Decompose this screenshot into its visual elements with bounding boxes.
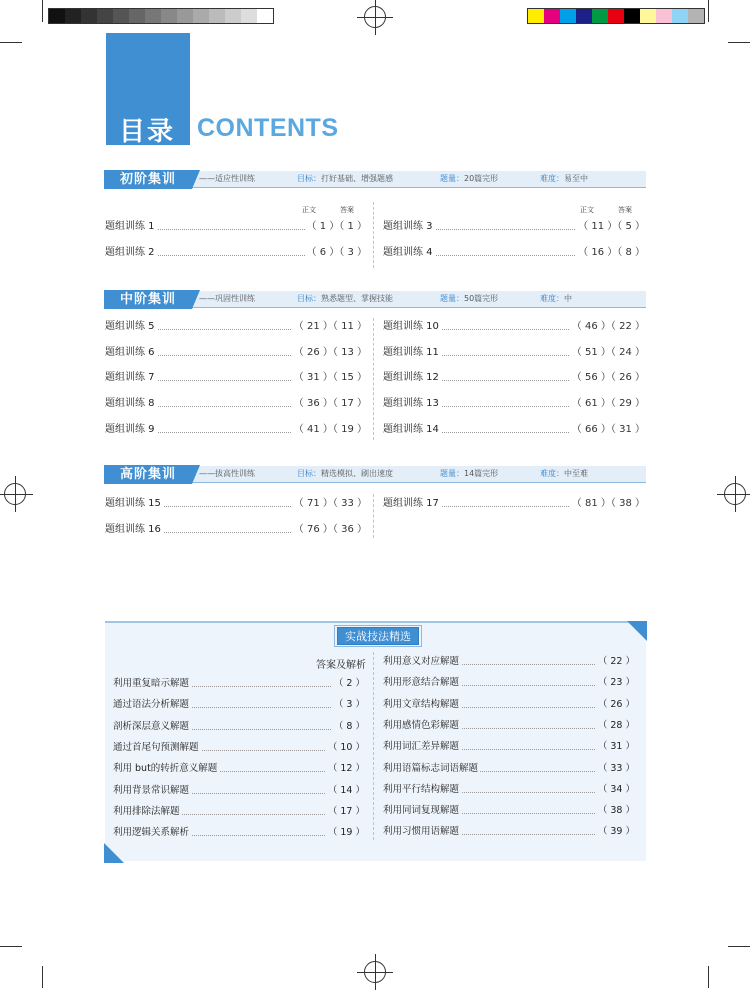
skill-entry-title: 利用同词复现解题 bbox=[383, 805, 460, 817]
crop-mark bbox=[728, 42, 750, 43]
section-subtitle: ——拔高性训练 bbox=[199, 469, 255, 478]
text-page: 1 bbox=[319, 221, 327, 232]
toc-entry-title: 题组训练 16 bbox=[105, 523, 161, 535]
text-page: 31 bbox=[306, 372, 320, 384]
section-label: 初阶集训 bbox=[104, 170, 192, 189]
skill-entry-page: （ 33 ） bbox=[597, 762, 635, 774]
skill-entry[interactable] bbox=[383, 804, 635, 818]
text-page: 76 bbox=[306, 523, 320, 535]
column-head-answer: 答案 bbox=[618, 206, 632, 214]
text-page: 61 bbox=[584, 398, 598, 410]
toc-entry-pages: （ 56 ）（ 26 ） bbox=[571, 372, 645, 384]
column-divider bbox=[373, 494, 374, 538]
section-count: 题量：14篇完形 bbox=[440, 469, 499, 478]
toc-entry[interactable] bbox=[383, 423, 645, 437]
skill-entry-title: 利用平行结构解题 bbox=[383, 783, 460, 795]
text-page: 16 bbox=[591, 246, 605, 258]
skill-entry-title: 利用 but的转折意义解题 bbox=[113, 763, 218, 775]
skill-entry[interactable] bbox=[113, 698, 365, 712]
toc-entry-pages: （ 31 ）（ 15 ） bbox=[293, 372, 367, 384]
color-bar bbox=[527, 8, 705, 24]
skill-entry-page: （ 10 ） bbox=[327, 741, 365, 753]
crop-mark bbox=[0, 42, 22, 43]
grayscale-bar bbox=[48, 8, 274, 24]
toc-entry[interactable] bbox=[383, 397, 645, 411]
skill-entry-title: 利用形意结合解题 bbox=[383, 677, 460, 689]
text-page: 26 bbox=[306, 346, 320, 358]
toc-entry-pages: （ 61 ）（ 29 ） bbox=[571, 398, 645, 410]
toc-entry-pages: （ 16 ）（ 8 ） bbox=[578, 246, 645, 258]
toc-entry-title: 题组训练 12 bbox=[383, 372, 439, 384]
section-subtitle: ——巩固性训练 bbox=[199, 294, 255, 303]
section-count: 题量：50篇完形 bbox=[440, 294, 499, 303]
toc-entry-pages: （ 76 ）（ 36 ） bbox=[293, 523, 367, 535]
toc-entry-pages: （ 71 ）（ 33 ） bbox=[293, 498, 367, 509]
page-title: 目录 bbox=[119, 117, 176, 147]
text-page: 81 bbox=[584, 498, 598, 509]
column-divider bbox=[373, 202, 374, 268]
skill-entry[interactable] bbox=[113, 677, 365, 691]
crop-mark bbox=[728, 946, 750, 947]
toc-entry-pages: （ 46 ）（ 22 ） bbox=[571, 321, 645, 332]
toc-entry[interactable] bbox=[105, 497, 367, 511]
toc-entry[interactable] bbox=[383, 371, 645, 385]
text-page: 36 bbox=[306, 398, 320, 410]
section-header-basic bbox=[104, 171, 646, 188]
column-divider bbox=[373, 318, 374, 440]
section-label: 中阶集训 bbox=[104, 290, 192, 309]
toc-entry-pages: （ 36 ）（ 17 ） bbox=[293, 398, 367, 410]
toc-entry[interactable] bbox=[105, 220, 367, 234]
skill-entry-page: （ 39 ） bbox=[597, 826, 635, 838]
answer-page: 36 bbox=[341, 523, 354, 535]
skill-entry-title: 通过首尾句预测解题 bbox=[113, 741, 199, 753]
answer-page: 31 bbox=[619, 423, 632, 435]
crop-mark bbox=[0, 946, 22, 947]
toc-entry-pages: （ 26 ）（ 13 ） bbox=[293, 346, 367, 358]
section-label: 高阶集训 bbox=[104, 465, 192, 484]
skill-entry-page: （ 31 ） bbox=[597, 741, 635, 753]
skill-entry-title: 利用意义对应解题 bbox=[383, 656, 460, 667]
toc-entry-title: 题组训练 8 bbox=[105, 398, 155, 410]
skill-entry[interactable] bbox=[383, 762, 635, 776]
skills-title: 实战技法精选 bbox=[337, 627, 419, 645]
toc-entry[interactable] bbox=[105, 346, 367, 360]
toc-entry-pages: （ 66 ）（ 31 ） bbox=[571, 423, 645, 435]
toc-entry-pages: （ 41 ）（ 19 ） bbox=[293, 423, 367, 435]
skills-column-head: 答案及解析 bbox=[316, 660, 366, 671]
answer-page: 5 bbox=[625, 221, 632, 232]
answer-page: 38 bbox=[619, 498, 632, 509]
toc-entry[interactable] bbox=[105, 371, 367, 385]
toc-entry-pages: （ 1 ）（ 1 ） bbox=[306, 221, 367, 232]
toc-entry-title: 题组训练 2 bbox=[105, 246, 155, 258]
toc-entry-title: 题组训练 6 bbox=[105, 346, 155, 358]
column-head-text: 正文 bbox=[302, 206, 316, 214]
section-header-intermediate bbox=[104, 291, 646, 308]
text-page: 41 bbox=[306, 423, 320, 435]
corner-decoration bbox=[104, 843, 124, 863]
toc-entry-pages: （ 51 ）（ 24 ） bbox=[571, 346, 645, 358]
answer-page: 15 bbox=[341, 372, 354, 384]
toc-entry-pages: （ 21 ）（ 11 ） bbox=[293, 321, 367, 332]
toc-entry[interactable] bbox=[383, 320, 645, 334]
crop-mark bbox=[708, 966, 709, 988]
section-header-advanced bbox=[104, 466, 646, 483]
registration-mark-bottom bbox=[364, 961, 386, 983]
skill-entry[interactable] bbox=[383, 740, 635, 754]
section-level: 难度：中至难 bbox=[540, 469, 588, 478]
toc-entry[interactable] bbox=[383, 220, 645, 234]
registration-mark-top bbox=[364, 6, 386, 28]
skill-entry-page: （ 34 ） bbox=[597, 783, 635, 795]
skill-entry[interactable] bbox=[383, 698, 635, 712]
skill-entry-title: 利用逻辑关系解析 bbox=[113, 827, 190, 839]
toc-entry-pages: （ 81 ）（ 38 ） bbox=[571, 498, 645, 509]
section-level: 难度：易至中 bbox=[540, 174, 588, 183]
corner-decoration bbox=[627, 621, 647, 641]
answer-page: 19 bbox=[341, 423, 354, 435]
skill-entry-title: 利用文章结构解题 bbox=[383, 698, 460, 710]
skill-entry-title: 通过语法分析解题 bbox=[113, 699, 190, 711]
skill-entry-page: （ 3 ） bbox=[333, 699, 365, 711]
answer-page: 11 bbox=[341, 321, 354, 332]
toc-entry-title: 题组训练 15 bbox=[105, 498, 161, 509]
answer-page: 17 bbox=[341, 398, 354, 410]
skill-entry[interactable] bbox=[383, 655, 635, 669]
toc-entry-pages: （ 6 ）（ 3 ） bbox=[306, 246, 367, 258]
skill-entry[interactable] bbox=[383, 783, 635, 797]
skill-entry[interactable] bbox=[113, 741, 365, 755]
registration-mark-right bbox=[724, 483, 746, 505]
skill-entry[interactable] bbox=[113, 805, 365, 819]
answer-page: 13 bbox=[341, 346, 354, 358]
skill-entry-page: （ 22 ） bbox=[597, 656, 635, 667]
toc-entry-title: 题组训练 9 bbox=[105, 423, 155, 435]
toc-entry-title: 题组训练 4 bbox=[383, 246, 433, 258]
section-goal: 目标：精选模拟、刷出速度 bbox=[297, 469, 393, 478]
toc-entry[interactable] bbox=[383, 246, 645, 260]
toc-entry-title: 题组训练 10 bbox=[383, 321, 439, 332]
text-page: 71 bbox=[306, 498, 320, 509]
skill-entry-title: 利用语篇标志词语解题 bbox=[383, 762, 479, 774]
skill-entry-title: 利用感情色彩解题 bbox=[383, 719, 460, 731]
skill-entry-page: （ 38 ） bbox=[597, 805, 635, 817]
text-page: 66 bbox=[584, 423, 598, 435]
skill-entry-title: 利用重复暗示解题 bbox=[113, 678, 190, 689]
skill-entry-page: （ 26 ） bbox=[597, 698, 635, 710]
answer-page: 1 bbox=[347, 221, 354, 232]
text-page: 46 bbox=[584, 321, 598, 332]
toc-entry-pages: （ 11 ）（ 5 ） bbox=[578, 221, 645, 232]
skill-entry-page: （ 28 ） bbox=[597, 719, 635, 731]
toc-entry[interactable] bbox=[105, 397, 367, 411]
column-head-answer: 答案 bbox=[340, 206, 354, 214]
section-goal: 目标：打好基础、增强题感 bbox=[297, 174, 393, 183]
skill-entry-title: 利用背景常识解题 bbox=[113, 784, 190, 796]
skill-entry-title: 利用习惯用语解题 bbox=[383, 826, 460, 838]
crop-mark bbox=[708, 0, 709, 22]
answer-page: 26 bbox=[619, 372, 632, 384]
skill-entry-title: 利用排除法解题 bbox=[113, 805, 180, 817]
skill-entry-page: （ 23 ） bbox=[597, 677, 635, 689]
answer-page: 24 bbox=[619, 346, 632, 358]
skill-entry-page: （ 14 ） bbox=[327, 784, 365, 796]
skill-entry[interactable] bbox=[113, 720, 365, 734]
skill-entry[interactable] bbox=[113, 762, 365, 776]
toc-entry-title: 题组训练 17 bbox=[383, 498, 439, 509]
answer-page: 29 bbox=[619, 398, 632, 410]
toc-entry[interactable] bbox=[105, 423, 367, 437]
toc-entry-title: 题组训练 1 bbox=[105, 221, 155, 232]
text-page: 11 bbox=[591, 221, 605, 232]
text-page: 56 bbox=[584, 372, 598, 384]
answer-page: 22 bbox=[619, 321, 632, 332]
section-subtitle: ——适应性训练 bbox=[199, 174, 255, 183]
skill-entry[interactable] bbox=[113, 826, 365, 840]
text-page: 51 bbox=[584, 346, 598, 358]
column-divider bbox=[373, 652, 374, 840]
skill-entry[interactable] bbox=[113, 784, 365, 798]
toc-entry-title: 题组训练 11 bbox=[383, 346, 439, 358]
skill-entry-title: 利用词汇差异解题 bbox=[383, 741, 460, 753]
answer-page: 8 bbox=[625, 246, 632, 258]
page-title-english: CONTENTS bbox=[197, 114, 339, 142]
skill-entry-page: （ 8 ） bbox=[333, 720, 365, 732]
skill-entry-title: 剖析深层意义解题 bbox=[113, 720, 190, 732]
crop-mark bbox=[42, 0, 43, 22]
skill-entry[interactable] bbox=[383, 676, 635, 690]
toc-entry-title: 题组训练 5 bbox=[105, 321, 155, 332]
toc-entry-title: 题组训练 13 bbox=[383, 398, 439, 410]
text-page: 6 bbox=[319, 246, 327, 258]
crop-mark bbox=[42, 966, 43, 988]
toc-entry[interactable] bbox=[105, 246, 367, 260]
toc-entry[interactable] bbox=[383, 346, 645, 360]
toc-entry[interactable] bbox=[105, 320, 367, 334]
toc-entry-title: 题组训练 14 bbox=[383, 423, 439, 435]
skill-entry[interactable] bbox=[383, 825, 635, 839]
toc-entry[interactable] bbox=[105, 523, 367, 537]
skill-entry-page: （ 2 ） bbox=[333, 678, 365, 689]
registration-mark-left bbox=[4, 483, 26, 505]
column-head-text: 正文 bbox=[580, 206, 594, 214]
toc-entry-title: 题组训练 3 bbox=[383, 221, 433, 232]
answer-page: 33 bbox=[341, 498, 354, 509]
skill-entry[interactable] bbox=[383, 719, 635, 733]
skill-entry-page: （ 12 ） bbox=[327, 763, 365, 775]
toc-entry-title: 题组训练 7 bbox=[105, 372, 155, 384]
section-count: 题量：20篇完形 bbox=[440, 174, 499, 183]
answer-page: 3 bbox=[347, 246, 354, 258]
text-page: 21 bbox=[306, 321, 320, 332]
skill-entry-page: （ 17 ） bbox=[327, 805, 365, 817]
toc-entry[interactable] bbox=[383, 497, 645, 511]
section-level: 难度：中 bbox=[540, 294, 572, 303]
section-goal: 目标：熟悉题型、掌握技能 bbox=[297, 294, 393, 303]
skill-entry-page: （ 19 ） bbox=[327, 827, 365, 839]
